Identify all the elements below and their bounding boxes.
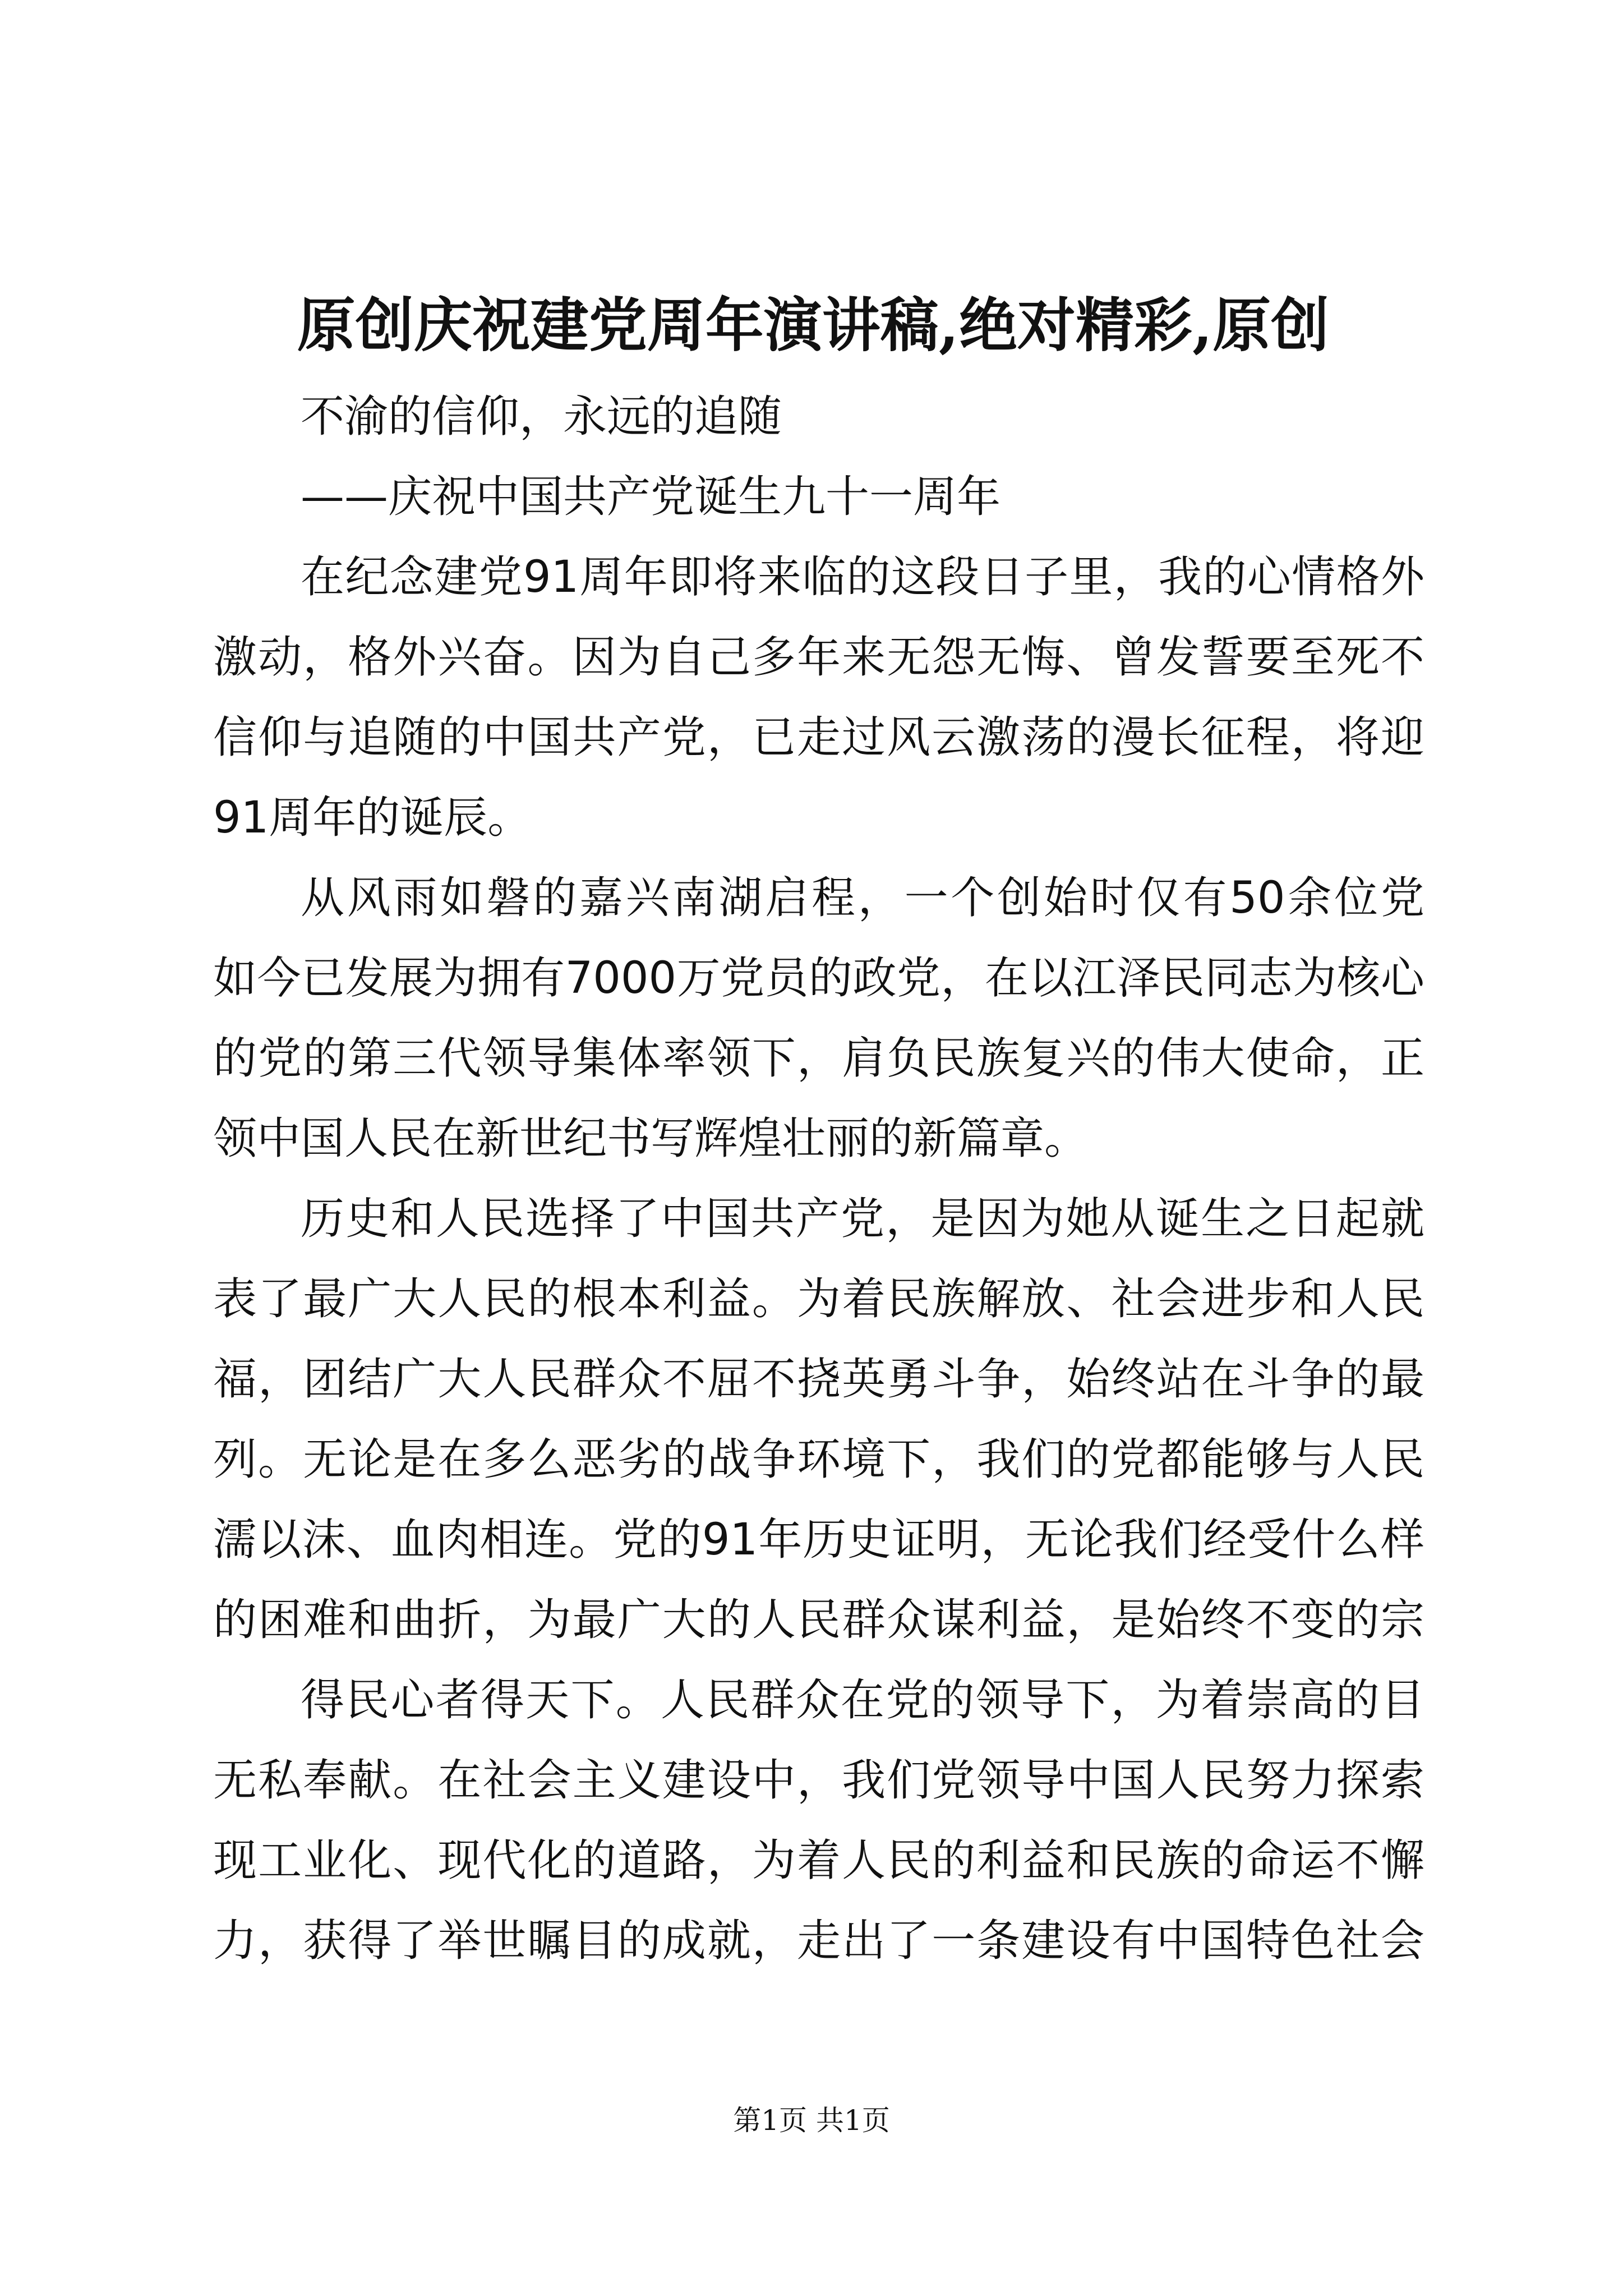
paragraph-line: 历史和人民选择了中国共产党，是因为她从诞生之日起就 [301, 1194, 1424, 1244]
paragraph-line: 如今已发展为拥有7000万党员的政党，在以江泽民同志为核心 [213, 953, 1424, 1004]
paragraph-line: 力，获得了举世瞩目的成就，走出了一条建设有中国特色社会 [213, 1916, 1424, 1966]
document-body [213, 377, 1424, 1981]
paragraph-line: 列。无论是在多么恶劣的战争环境下，我们的党都能够与人民 [213, 1434, 1424, 1485]
paragraph-line: 领中国人民在新世纪书写辉煌壮丽的新篇章。 [213, 1114, 1089, 1164]
paragraph-line: 激动，格外兴奋。因为自己多年来无怨无悔、曾发誓要至死不 [213, 632, 1424, 683]
paragraph-line: 福，团结广大人民群众不屈不挠英勇斗争，始终站在斗争的最 [213, 1354, 1424, 1405]
subtitle-line: 不渝的信仰，永远的追随 [301, 392, 782, 442]
paragraph-line: 91周年的诞辰。 [213, 793, 532, 843]
paragraph-line: 濡以沫、血肉相连。党的91年历史证明，无论我们经受什么样 [213, 1515, 1424, 1565]
paragraph-line: 得民心者得天下。人民群众在党的领导下，为着崇高的目 [301, 1675, 1424, 1726]
document-title: 原创庆祝建党周年演讲稿,绝对精彩,原创 [297, 291, 1330, 360]
paragraph-line: 表了最广大人民的根本利益。为着民族解放、社会进步和人民 [213, 1274, 1424, 1324]
paragraph-line: 现工业化、现代化的道路，为着人民的利益和民族的命运不懈 [213, 1835, 1424, 1886]
paragraph-line: 在纪念建党91周年即将来临的这段日子里，我的心情格外 [301, 552, 1424, 602]
subtitle-line: ——庆祝中国共产党诞生九十一周年 [301, 472, 1001, 522]
paragraph-line: 无私奉献。在社会主义建设中，我们党领导中国人民努力探索 [213, 1755, 1424, 1806]
paragraph-line: 的党的第三代领导集体率领下，肩负民族复兴的伟大使命，正 [213, 1033, 1424, 1084]
page-footer: 第1页 共1页 [733, 2104, 890, 2137]
paragraph-line: 从风雨如磐的嘉兴南湖启程，一个创始时仅有50余位党 [301, 873, 1424, 923]
paragraph-line: 信仰与追随的中国共产党，已走过风云激荡的漫长征程，将迎 [213, 712, 1424, 763]
paragraph-line: 的困难和曲折，为最广大的人民群众谋利益，是始终不变的宗 [213, 1595, 1424, 1645]
